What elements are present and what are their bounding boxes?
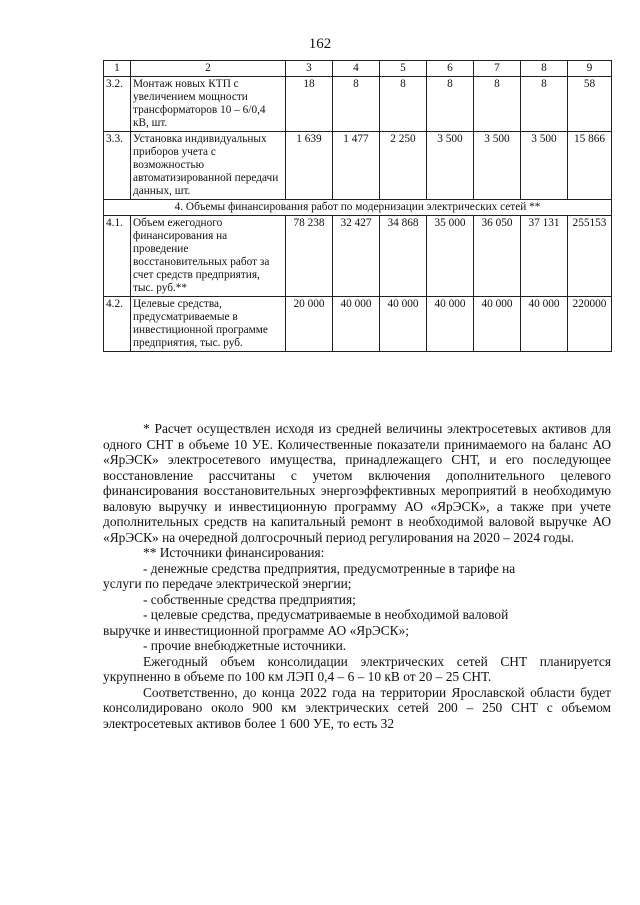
financing-table xyxy=(103,60,612,352)
paragraph: Соответственно, до конца 2022 года на территории Ярославской области будет консолидировано около 900 км электрических сетей 200 – 250 СНТ с объемом электросетевых активов более 1 600 УЕ, то есть 32 xyxy=(103,684,611,731)
value-cell: 3 500 xyxy=(427,132,474,200)
table-row xyxy=(104,216,612,297)
value-cell: 1 477 xyxy=(333,132,380,200)
row-number: 3.3. xyxy=(104,132,131,200)
list-item: - собственные средства предприятия; xyxy=(143,591,356,607)
list-item: - денежные средства предприятия, предусмотренные в тарифе на xyxy=(143,560,516,576)
value-cell: 2 250 xyxy=(380,132,427,200)
table-row xyxy=(104,132,612,200)
value-cell: 40 000 xyxy=(474,297,521,352)
value-cell: 220000 xyxy=(568,297,612,352)
value-cell: 8 xyxy=(333,77,380,132)
header-cell: 2 xyxy=(131,61,286,77)
table-header-row xyxy=(104,61,612,77)
value-cell: 40 000 xyxy=(333,297,380,352)
value-cell: 34 868 xyxy=(380,216,427,297)
table-row xyxy=(104,297,612,352)
row-name: Установка индивидуальных приборов учета с возможностью автоматизированной передачи данных, шт. xyxy=(131,132,286,200)
value-cell: 40 000 xyxy=(521,297,568,352)
header-cell: 8 xyxy=(521,61,568,77)
header-cell: 4 xyxy=(333,61,380,77)
value-cell: 1 639 xyxy=(286,132,333,200)
value-cell: 18 xyxy=(286,77,333,132)
row-name: Объем ежегодного финансирования на проведение восстановительных работ за счет средств предприятия, тыс. руб.** xyxy=(131,216,286,297)
row-name: Целевые средства, предусматриваемые в инвестиционной программе предприятия, тыс. руб. xyxy=(131,297,286,352)
header-cell: 9 xyxy=(568,61,612,77)
value-cell: 37 131 xyxy=(521,216,568,297)
value-cell: 8 xyxy=(427,77,474,132)
header-cell: 7 xyxy=(474,61,521,77)
row-number: 3.2. xyxy=(104,77,131,132)
value-cell: 78 238 xyxy=(286,216,333,297)
value-cell: 40 000 xyxy=(380,297,427,352)
value-cell: 40 000 xyxy=(427,297,474,352)
value-cell: 3 500 xyxy=(474,132,521,200)
value-cell: 8 xyxy=(474,77,521,132)
value-cell: 58 xyxy=(568,77,612,132)
list-item: - целевые средства, предусматриваемые в необходимой валовой xyxy=(143,607,509,622)
row-name: Монтаж новых КТП с увеличением мощности трансформаторов 10 – 6/0,4 кВ, шт. xyxy=(131,77,286,132)
list-item: - прочие внебюджетные источники. xyxy=(143,638,347,653)
body-text xyxy=(103,421,611,731)
section-row xyxy=(104,200,612,216)
page-number: 162 xyxy=(308,36,332,52)
value-cell: 15 866 xyxy=(568,132,612,200)
paragraph: Ежегодный объем консолидации электрических сетей СНТ планируется укрупненно в объеме по 100 км ЛЭП 0,4 – 6 – 10 кВ от 20 – 25 СНТ. xyxy=(103,653,611,684)
value-cell: 8 xyxy=(521,77,568,132)
header-cell: 3 xyxy=(286,61,333,77)
value-cell: 36 050 xyxy=(474,216,521,297)
table-row xyxy=(104,77,612,132)
value-cell: 255153 xyxy=(568,216,612,297)
value-cell: 3 500 xyxy=(521,132,568,200)
list-item-continuation: услуги по передаче электрической энергии; xyxy=(103,576,352,591)
section-title: 4. Объемы финансирования работ по модернизации электрических сетей ** xyxy=(104,200,612,216)
footnote-paragraph: * Расчет осуществлен исходя из средней величины электросетевых активов для одного СНТ в объеме 10 УЕ. Количественные показатели принимаемого на баланс АО «ЯрЭСК» электросетевого имущества, принадлежащего СНТ, и его последующее восстановление рассчитаны с учетом включения дополнительного целевого финансирования восстановительных энергоэффективных мероприятий в необходимую валовую выручку и инвестиционную программу АО «ЯрЭСК», а также при учете дополнительных средств на капитальный ремонт в необходимой валовой выручке АО «ЯрЭСК» на очередной долгосрочный период регулирования на 2020 – 2024 годы. xyxy=(103,421,611,545)
sources-heading: ** Источники финансирования: xyxy=(143,545,325,560)
list-item-continuation: выручке и инвестиционной программе АО «ЯрЭСК»; xyxy=(103,622,410,638)
value-cell: 35 000 xyxy=(427,216,474,297)
header-cell: 5 xyxy=(380,61,427,77)
row-number: 4.2. xyxy=(104,297,131,352)
value-cell: 8 xyxy=(380,77,427,132)
row-number: 4.1. xyxy=(104,216,131,297)
value-cell: 32 427 xyxy=(333,216,380,297)
header-cell: 6 xyxy=(427,61,474,77)
header-cell: 1 xyxy=(104,61,131,77)
value-cell: 20 000 xyxy=(286,297,333,352)
